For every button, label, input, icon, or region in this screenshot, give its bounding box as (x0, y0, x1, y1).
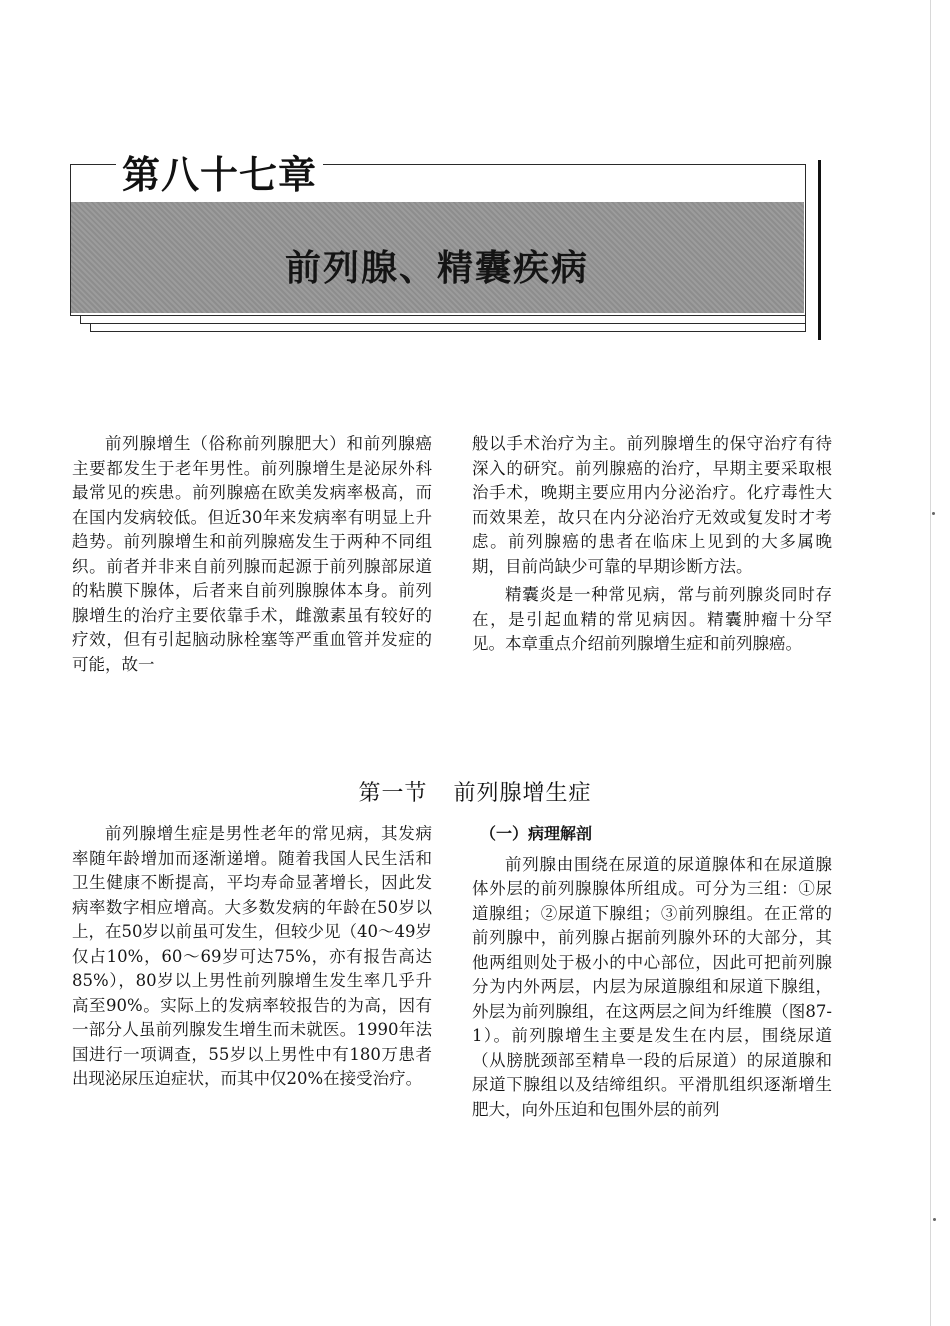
section-title: 前列腺增生症 (453, 781, 592, 806)
section-paragraph: 前列腺增生症是男性老年的常见病，其发病率随年龄增加而逐渐递增。随着我国人民生活和卫生健康不断提高，平均寿命显著增长，因此发病率数字相应增高。大多数发病的年龄在50岁以上，在50岁以前虽可发生，但较少见（40～49岁仅占10%，60～69岁可达75%，亦有报告高达85%），80岁以上男性前列腺增生发生率几乎升高至90%。实际上的发病率较报告的为高，因有一部分人虽前列腺发生增生而未就医。1990年法国进行一项调查，55岁以上男性中有180万患者出现泌尿压迫症状，而其中仅20%在接受治疗。 (72, 824, 432, 1088)
chapter-number: 第八十七章 (116, 152, 323, 198)
intro-paragraph: 前列腺增生（俗称前列腺肥大）和前列腺癌主要都发生于老年男性。前列腺增生是泌尿外科最常见的疾患。前列腺癌在欧美发病率极高，而在国内发病较低。但近30年来发病率有明显上升趋势。前列腺增生和前列腺癌发生于两种不同组织。前者并非来自前列腺而起源于前列腺部尿道的粘膜下腺体，后者来自前列腺腺体本身。前列腺增生的治疗主要依靠手术，雌激素虽有较好的疗效，但有引起脑动脉栓塞等严重血管并发症的可能，故一 (72, 434, 432, 674)
section-heading (0, 776, 950, 807)
chapter-header (70, 150, 830, 350)
chapter-vertical-rule (818, 160, 821, 340)
scan-mark (932, 512, 935, 515)
intro-right-column (472, 432, 832, 657)
section-paragraph: 前列腺由围绕在尿道的尿道腺体和在尿道腺体外层的前列腺腺体所组成。可分为三组：①尿道腺组；②尿道下腺组；③前列腺组。在正常的前列腺中，前列腺占据前列腺外环的大部分，其他两组则处于极小的中心部位，因此可把前列腺分为内外两层，内层为尿道腺组和尿道下腺组，外层为前列腺组，在这两层之间为纤维膜（图87-1）。前列腺增生主要是发生在内层，围绕尿道（从膀胱颈部至精阜一段的后尿道）的尿道腺和尿道下腺组以及结缔组织。平滑肌组织逐渐增生肥大，向外压迫和包围外层的前列 (472, 854, 832, 1119)
section-right-column (472, 822, 832, 1122)
section-left-column (72, 822, 432, 1092)
subsection-heading: （一）病理解剖 (480, 824, 593, 843)
scan-edge-line (930, 0, 931, 1326)
chapter-title: 前列腺、精囊疾病 (284, 248, 589, 289)
intro-paragraph-continuation: 般以手术治疗为主。前列腺增生的保守治疗有待深入的研究。前列腺癌的治疗，早期主要采取根治手术，晚期主要应用内分泌治疗。化疗毒性大而效果差，故只在内分泌治疗无效或复发时才考虑。前列腺癌的患者在临床上见到的大多属晚期，目前尚缺少可靠的早期诊断方法。 (472, 434, 832, 576)
intro-left-column (72, 432, 432, 677)
intro-paragraph: 精囊炎是一种常见病，常与前列腺炎同时存在，是引起血精的常见病因。精囊肿瘤十分罕见。本章重点介绍前列腺增生症和前列腺癌。 (472, 585, 832, 653)
scan-mark (933, 1218, 936, 1221)
section-number: 第一节 (358, 781, 428, 806)
